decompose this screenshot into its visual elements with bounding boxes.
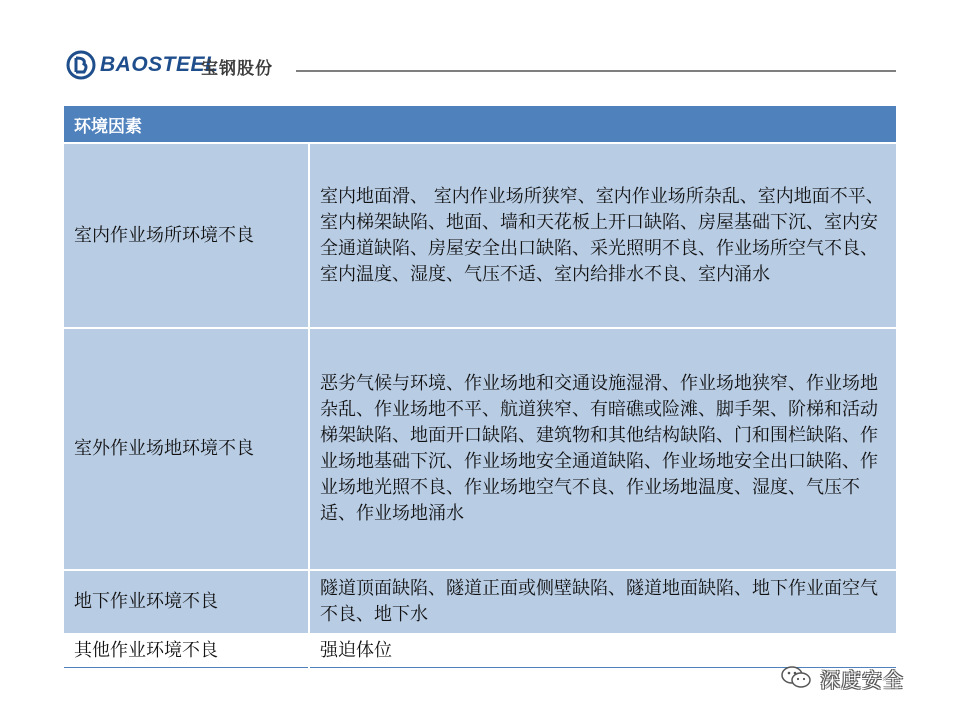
category-cell: 室外作业场地环境不良 <box>64 328 309 570</box>
wechat-icon <box>780 664 812 690</box>
category-cell: 其他作业环境不良 <box>64 634 309 668</box>
table-row <box>64 328 896 570</box>
detail-cell: 恶劣气候与环境、作业场地和交通设施湿滑、作业场地狭窄、作业场地杂乱、作业场地不平、航道狭窄、有暗礁或险滩、脚手架、阶梯和活动梯架缺陷、地面开口缺陷、建筑物和其他结构缺陷、门和围栏缺陷、作业场地基础下沉、作业场地安全通道缺陷、作业场地安全出口缺陷、作业场地光照不良、作业场地空气不良、作业场地温度、湿度、气压不适、作业场地涌水 <box>309 328 896 570</box>
environment-factors-table <box>64 106 896 668</box>
watermark-text: 深度安全 <box>820 668 904 692</box>
category-cell: 地下作业环境不良 <box>64 570 309 634</box>
detail-cell: 隧道顶面缺陷、隧道正面或侧壁缺陷、隧道地面缺陷、地下作业面空气不良、地下水 <box>309 570 896 634</box>
logo-text-cn: 宝钢股份 <box>201 59 273 79</box>
table-row <box>64 143 896 328</box>
logo-text-en: BAOSTEEL <box>100 53 219 76</box>
table-row <box>64 634 896 668</box>
table-header: 环境因素 <box>64 106 896 143</box>
detail-cell: 室内地面滑、 室内作业场所狭窄、室内作业场所杂乱、室内地面不平、室内梯架缺陷、地面、墙和天花板上开口缺陷、房屋基础下沉、室内安全通道缺陷、房屋安全出口缺陷、采光照明不良、作业场所空气不良、室内温度、湿度、气压不适、室内给排水不良、室内涌水 <box>309 143 896 328</box>
header <box>66 50 896 82</box>
category-cell: 室内作业场所环境不良 <box>64 143 309 328</box>
watermark <box>780 662 940 692</box>
table-header-row <box>64 106 896 143</box>
baosteel-logo-icon <box>66 50 96 80</box>
table-row <box>64 570 896 634</box>
detail-cell: 强迫体位 <box>309 634 896 668</box>
header-divider <box>296 70 896 72</box>
